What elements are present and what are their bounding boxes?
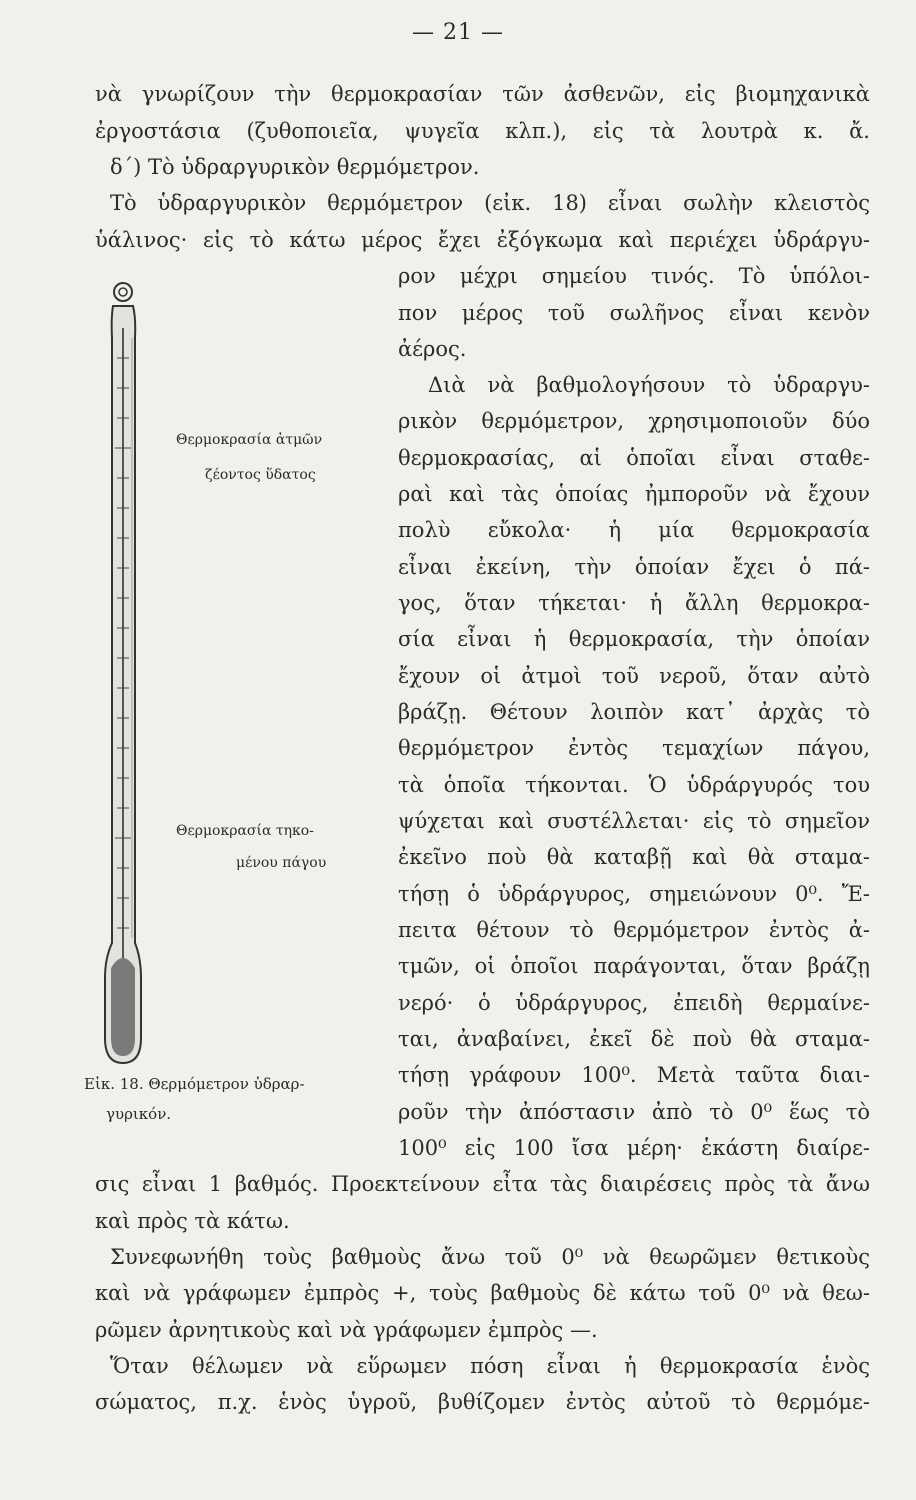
text-line: νὰ γνωρίζουν τὴν θερμοκρασίαν τῶν ἀσθενῶν, εἰς βιομηχανικὰ — [95, 82, 870, 106]
text-line: σις εἶναι 1 βαθμός. Προεκτείνουν εἶτα τὰς διαιρέσεις πρὸς τὰ ἄνω — [95, 1172, 870, 1196]
figure-caption: γυρικόν. — [106, 1105, 172, 1123]
text-line: ἀέρος. — [398, 337, 467, 361]
text-line: γος, ὅταν τήκεται· ἡ ἄλλη θερμοκρα- — [398, 591, 870, 615]
text-line: ἐργοστάσια (ζυθοποιεῖα, ψυγεῖα κλπ.), εἰς τὰ λουτρὰ κ. ἄ. — [95, 119, 870, 143]
text-line: ραὶ καὶ τὰς ὁποίας ἠμποροῦν νὰ ἔχουν — [398, 482, 870, 506]
text-line: ἔχουν οἱ ἀτμοὶ τοῦ νεροῦ, ὅταν αὐτὸ — [398, 664, 870, 688]
text-line: τὰ ὁποῖα τήκονται. Ὁ ὑδράργυρός του — [398, 773, 870, 797]
text-line: ἐκεῖνο ποὺ θὰ καταβῇ καὶ θὰ σταμα- — [398, 845, 870, 869]
text-line: ροῦν τὴν ἀπόστασιν ἀπὸ τὸ 0⁰ ἕως τὸ — [398, 1100, 870, 1124]
text-line: τήσῃ γράφουν 100⁰. Μετὰ ταῦτα διαι- — [398, 1063, 870, 1087]
text-line: τήσῃ ὁ ὑδράργυρος, σημειώνουν 0⁰. Ἔ- — [398, 882, 870, 906]
text-line: ται, ἀναβαίνει, ἐκεῖ δὲ ποὺ θὰ σταμα- — [398, 1027, 870, 1051]
text-line: σία εἶναι ἡ θερμοκρασία, τὴν ὁποίαν — [398, 627, 870, 651]
text-line: ψύχεται καὶ συστέλλεται· εἰς τὸ σημεῖον — [398, 809, 870, 833]
text-line: εἶναι ἐκείνη, τὴν ὁποίαν ἔχει ὁ πά- — [398, 555, 870, 579]
text-line: βράζῃ. Θέτουν λοιπὸν κατ᾽ ἀρχὰς τὸ — [398, 700, 870, 724]
text-line: ρικὸν θερμόμετρον, χρησιμοποιοῦν δύο — [398, 409, 870, 433]
text-line: ρον μέχρι σημείου τινός. Τὸ ὑπόλοι- — [398, 264, 870, 288]
figure-label-melting: Θερμοκρασία τηκο- — [176, 823, 314, 839]
text-line: καὶ νὰ γράφωμεν ἐμπρὸς +, τοὺς βαθμοὺς δὲ κάτω τοῦ 0⁰ νὰ θεω- — [95, 1281, 870, 1305]
text-line: σώματος, π.χ. ἑνὸς ὑγροῦ, βυθίζομεν ἐντὸς αὐτοῦ τὸ θερμόμε- — [95, 1390, 870, 1414]
text-line: νερό· ὁ ὑδράργυρος, ἐπειδὴ θερμαίνε- — [398, 991, 870, 1015]
text-line: Διὰ νὰ βαθμολογήσουν τὸ ὑδραργυ- — [428, 373, 870, 397]
text-line: τμῶν, οἱ ὁποῖοι παράγονται, ὅταν βράζῃ — [398, 954, 870, 978]
text-line: καὶ πρὸς τὰ κάτω. — [95, 1209, 290, 1233]
text-line: πειτα θέτουν τὸ θερμόμετρον ἐντὸς ἀ- — [398, 918, 870, 942]
text-line: Τὸ ὑδραργυρικὸν θερμόμετρον (εἰκ. 18) εἶναι σωλὴν κλειστὸς — [110, 191, 870, 215]
page-number: — 21 — — [412, 20, 504, 45]
text-line: Συνεφωνήθη τοὺς βαθμοὺς ἄνω τοῦ 0⁰ νὰ θεωρῶμεν θετικοὺς — [110, 1245, 870, 1269]
text-line: 100⁰ εἰς 100 ἴσα μέρη· ἑκάστη διαίρε- — [398, 1136, 870, 1160]
text-line: πολὺ εὔκολα· ἡ μία θερμοκρασία — [398, 518, 870, 542]
text-line: πον μέρος τοῦ σωλῆνος εἶναι κενὸν — [398, 301, 870, 325]
figure-label-boiling: ζέοντος ὕδατος — [205, 467, 316, 483]
figure-label-boiling: Θερμοκρασία ἀτμῶν — [176, 432, 323, 448]
text-line: ὑάλινος· εἰς τὸ κάτω μέρος ἔχει ἐξόγκωμα καὶ περιέχει ὑδράργυ- — [95, 228, 870, 252]
text-line: Ὅταν θέλωμεν νὰ εὕρωμεν πόση εἶναι ἡ θερμοκρασία ἑνὸς — [110, 1354, 870, 1378]
text-line: ρῶμεν ἀρνητικοὺς καὶ νὰ γράφωμεν ἐμπρὸς —. — [95, 1318, 598, 1342]
figure-label-melting: μένου πάγου — [236, 855, 327, 871]
thermometer-figure — [95, 278, 165, 1078]
figure-caption: Εἰκ. 18. Θερμόμετρον ὑδραρ- — [84, 1075, 305, 1093]
section-heading: δ΄) Τὸ ὑδραργυρικὸν θερμόμετρον. — [110, 155, 480, 179]
text-line: θερμόμετρον ἐντὸς τεμαχίων πάγου, — [398, 736, 870, 760]
text-line: θερμοκρασίας, αἱ ὁποῖαι εἶναι σταθε- — [398, 446, 870, 470]
